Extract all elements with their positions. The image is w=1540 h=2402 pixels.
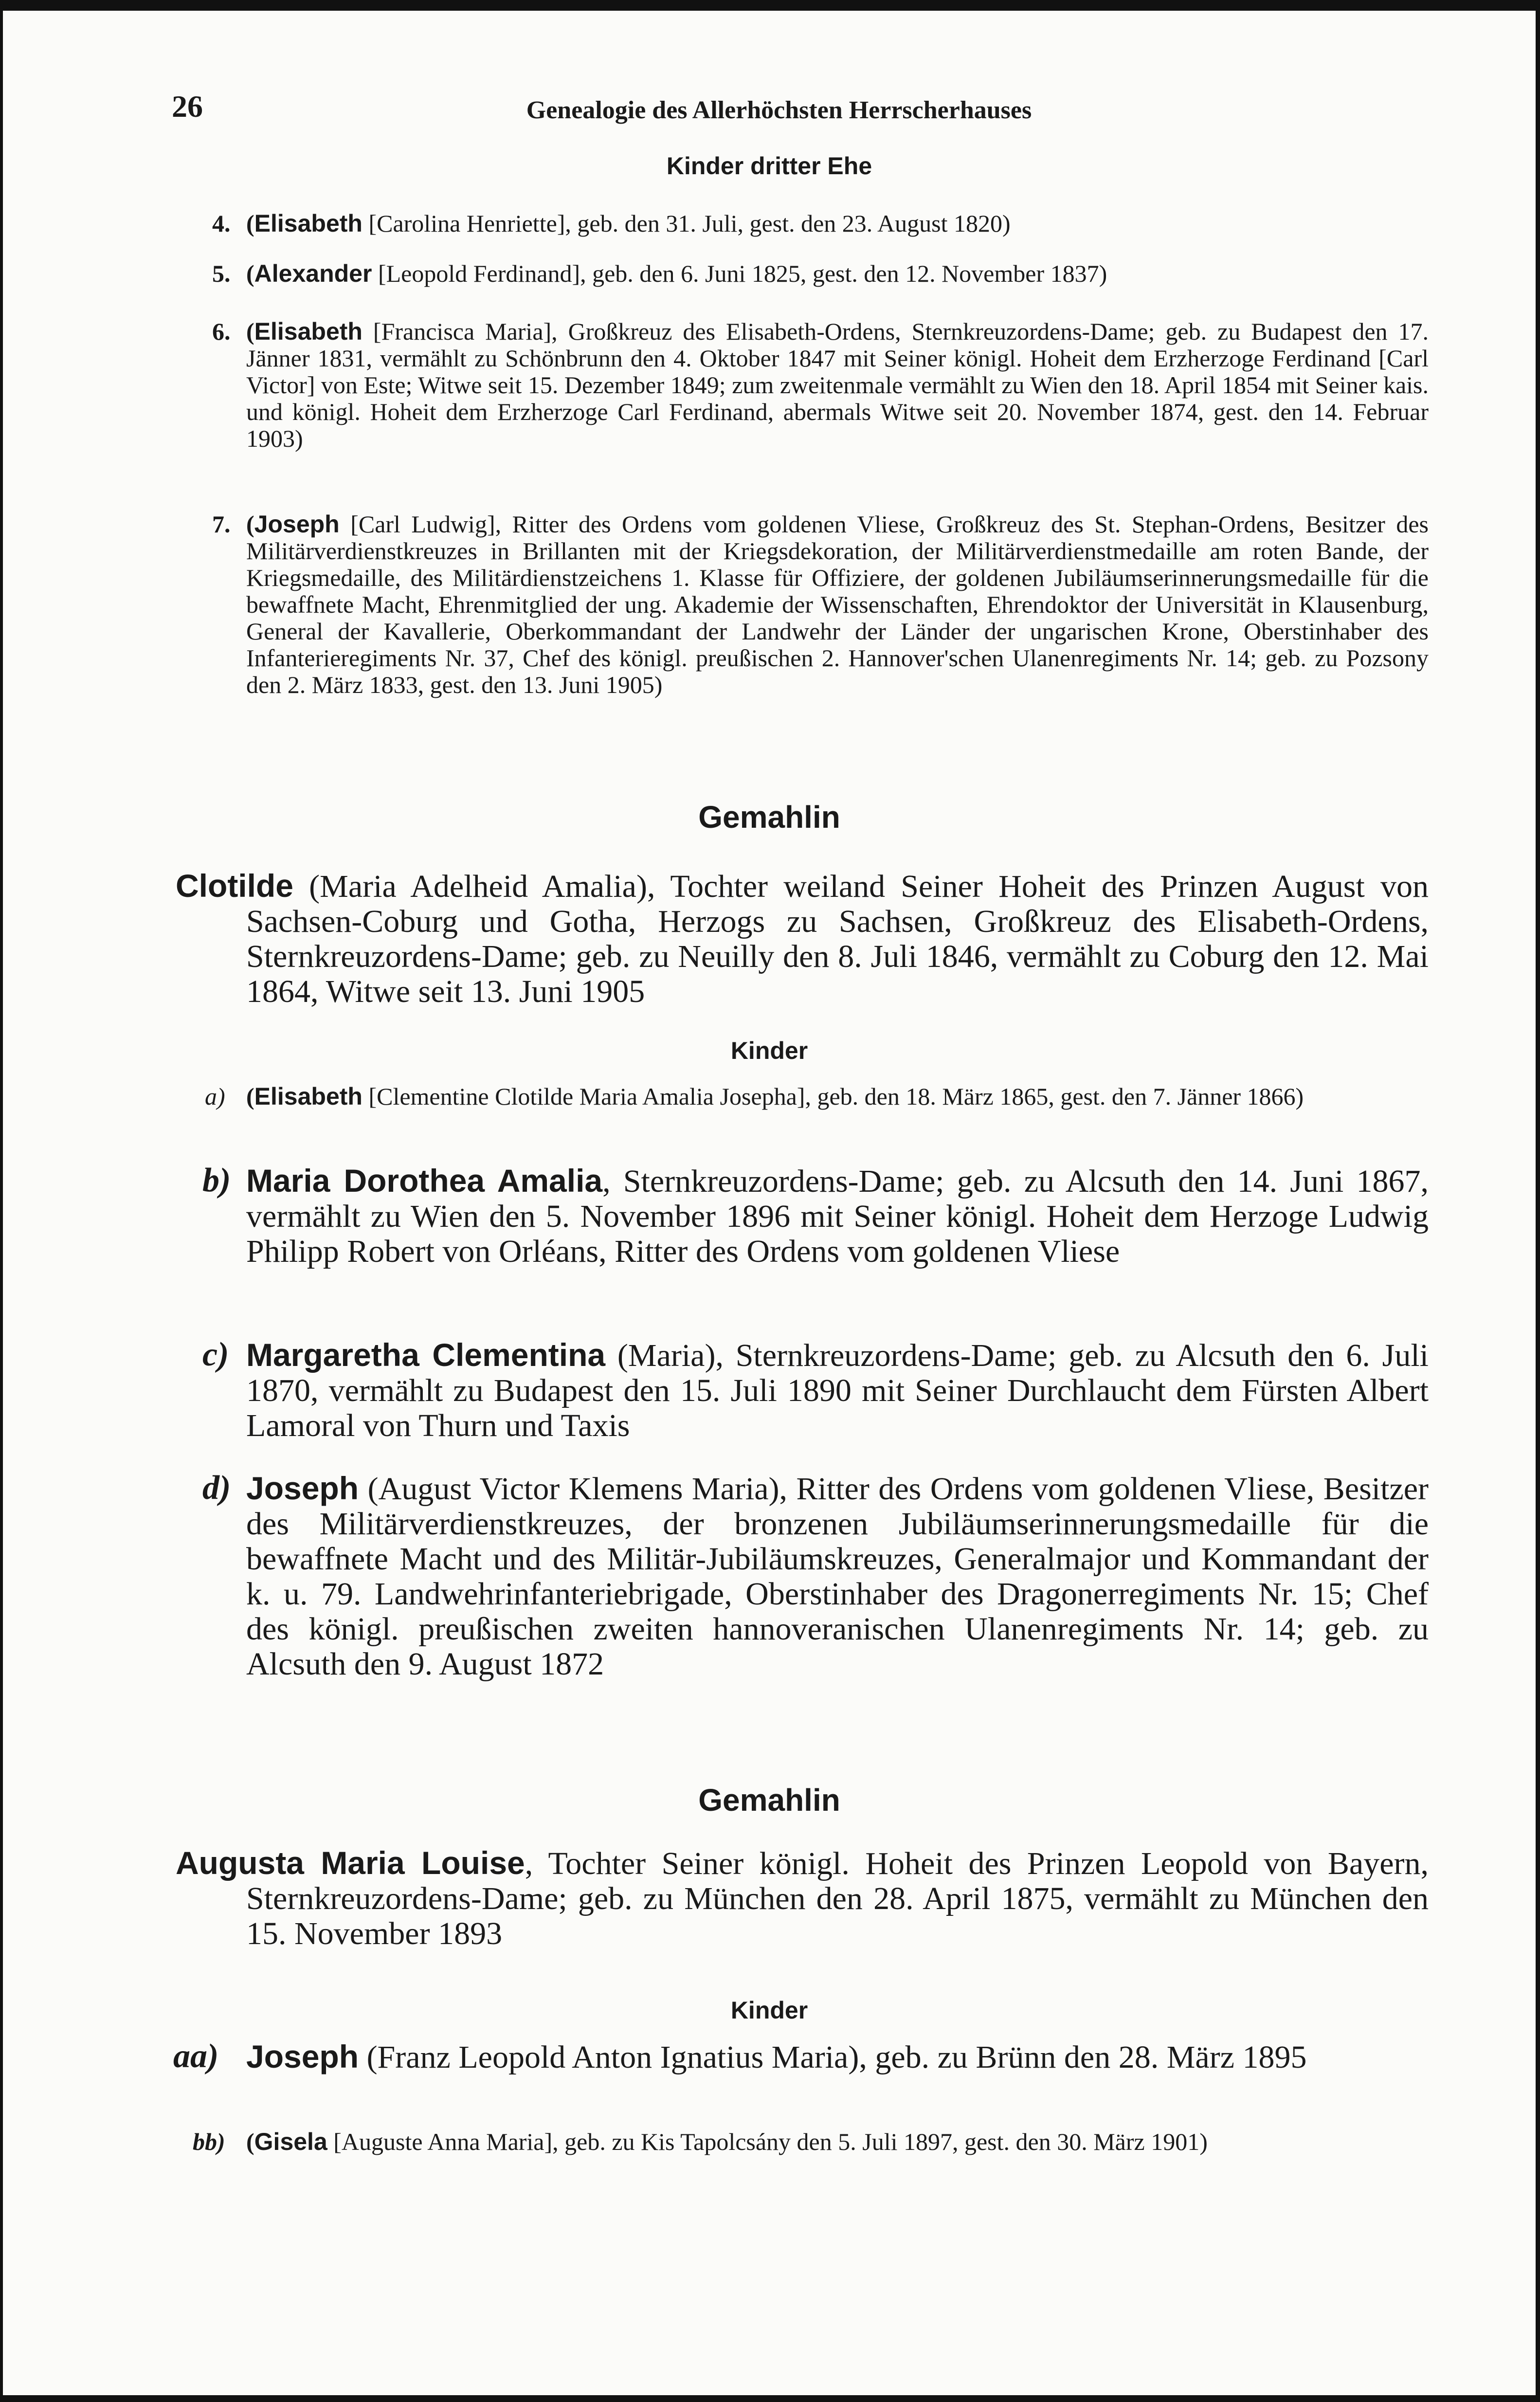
entry-text: [Leopold Ferdinand], geb. den 6. Juni 1825, gest. den 12. November 1837) (372, 260, 1107, 287)
person-name: Margaretha Clementina (246, 1337, 606, 1373)
person-name: Augusta Maria Louise (176, 1845, 525, 1881)
entry-6 (212, 318, 1429, 452)
child-aa (173, 2038, 1429, 2075)
entry-label: a) (205, 1083, 225, 1110)
entry-text: , Sternkreuzordens-Dame; geb. zu Alcsuth den 14. Juni 1867, vermählt zu Wien den 5. November 1896 mit Seiner königl. Hoheit dem Herzoge Ludwig Philipp Robert von Orléans, Ritter des Ordens vom goldenen Vliese (246, 1164, 1429, 1269)
person-name: Elisabeth (254, 318, 362, 345)
spouse-augusta (176, 1845, 1429, 1951)
heading-gemahlin-1: Gemahlin (698, 800, 840, 835)
entry-body: (Elisabeth [Clementine Clotilde Maria Amalia Josepha], geb. den 18. März 1865, gest. den 7. Jänner 1866) (246, 1083, 1304, 1110)
entry-label: aa) (173, 2038, 219, 2075)
entry-label: 7. (212, 510, 231, 538)
entry-body: (Gisela [Auguste Anna Maria], geb. zu Kis Tapolcsány den 5. Juli 1897, gest. den 30. März 1901) (246, 2128, 1208, 2155)
entry-label: bb) (193, 2128, 225, 2155)
running-title: Genealogie des Allerhöchsten Herrscherhauses (526, 96, 1032, 124)
child-bb (193, 2128, 1429, 2155)
entry-text: (Franz Leopold Anton Ignatius Maria), geb. zu Brünn den 28. März 1895 (359, 2039, 1307, 2075)
spouse-clotilde (176, 868, 1429, 1009)
child-a (205, 1083, 1429, 1110)
entry-text: [Francisca Maria], Großkreuz des Elisabeth-Ordens, Sternkreuzordens-Dame; geb. zu Budapest den 17. Jänner 1831, vermählt zu Schönbrunn den 4. Oktober 1847 mit Seiner königl. Hoheit dem Erzherzoge Ferdinand [Carl Victor] von Este; Witwe seit 15. Dezember 1849; zum zweitenmale vermählt zu Wien den 18. April 1854 mit Seiner kais. und königl. Hoheit dem Erzherzoge Carl Ferdinand, abermals Witwe seit 20. November 1874, gest. den 14. Februar 1903) (246, 318, 1429, 452)
entry-body (176, 868, 1429, 1009)
entry-body (246, 1471, 1429, 1682)
entry-text: [Clementine Clotilde Maria Amalia Josepha], geb. den 18. März 1865, gest. den 7. Jänner 1866) (362, 1083, 1304, 1110)
person-name: Gisela (254, 2128, 327, 2155)
person-name: Elisabeth (254, 210, 362, 237)
entry-text: , Tochter Seiner königl. Hoheit des Prinzen Leopold von Bayern, Sternkreuzordens-Dame; geb. zu München den 28. April 1875, vermählt zu München den 15. November 1893 (246, 1846, 1429, 1951)
entry-body: (Elisabeth [Carolina Henriette], geb. den 31. Juli, gest. den 23. August 1820) (246, 210, 1011, 237)
person-name: Clotilde (176, 868, 293, 904)
person-name: Joseph (246, 1470, 359, 1506)
entry-body: (Joseph [Carl Ludwig], Ritter des Ordens vom goldenen Vliese, Großkreuz des St. Stephan-Ordens, Besitzer des Militärverdienstkreuzes in Brillanten mit der Kriegsdekoration, der Militärverdienstmedaille am roten Bande, der Kriegsmedaille, des Militärdienstzeichens 1. Klasse für Offiziere, der goldenen Jubiläumserinnerungsmedaille für die bewaffnete Macht, Ehrenmitglied der ung. Akademie der Wissenschaften, Ehrendoktor der Universität in Klausenburg, General der Kavallerie, Oberkommandant der Landwehr der Länder der ungarischen Krone, Oberstinhaber des Infanterieregiments Nr. 37, Chef des königl. preußischen 2. Hannover'schen Ulanenregiments Nr. 14; geb. zu Pozsony den 2. März 1833, gest. den 13. Juni 1905) (246, 510, 1429, 698)
heading-kinder-2: Kinder (730, 1997, 808, 2024)
heading-kinder-dritter-ehe: Kinder dritter Ehe (666, 152, 872, 180)
entry-text: (August Victor Klemens Maria), Ritter des Ordens vom goldenen Vliese, Besitzer des Militärverdienstkreuzes, der bronzenen Jubiläumserinnerungsmedaille für die bewaffnete Macht und des Militär-Jubiläumskreuzes, Generalmajor und Kommandant der k. u. 79. Landwehrinfanteriebrigade, Oberstinhaber des Dragonerregiments Nr. 15; Chef des königl. preußischen zweiten hannoveranischen Ulanenregiments Nr. 14; geb. zu Alcsuth den 9. August 1872 (246, 1471, 1429, 1682)
entry-label: b) (202, 1162, 231, 1199)
entry-text: (Maria Adelheid Amalia), Tochter weiland Seiner Hoheit des Prinzen August von Sachsen-Coburg und Gotha, Herzogs zu Sachsen, Großkreuz des Elisabeth-Ordens, Sternkreuzordens-Dame; geb. zu Neuilly den 8. Juli 1846, vermählt zu Coburg den 12. Mai 1864, Witwe seit 13. Juni 1905 (246, 869, 1429, 1009)
person-name: Joseph (254, 510, 340, 538)
entry-label: 4. (212, 210, 231, 237)
entry-body: (Elisabeth [Francisca Maria], Großkreuz des Elisabeth-Ordens, Sternkreuzordens-Dame; geb. zu Budapest den 17. Jänner 1831, vermählt zu Schönbrunn den 4. Oktober 1847 mit Seiner königl. Hoheit dem Erzherzoge Ferdinand [Carl Victor] von Este; Witwe seit 15. Dezember 1849; zum zweitenmale vermählt zu Wien den 18. April 1854 mit Seiner kais. und königl. Hoheit dem Erzherzoge Carl Ferdinand, abermals Witwe seit 20. November 1874, gest. den 14. Februar 1903) (246, 318, 1429, 452)
person-name: Alexander (254, 260, 372, 287)
entry-text: [Carolina Henriette], geb. den 31. Juli, gest. den 23. August 1820) (362, 210, 1011, 237)
child-b (202, 1162, 1429, 1269)
entry-body (246, 2039, 1429, 2075)
entry-4 (212, 210, 1429, 237)
document-page (3, 11, 1536, 2395)
entry-7 (212, 510, 1429, 698)
entry-label: 5. (212, 260, 231, 287)
heading-gemahlin-2: Gemahlin (698, 1783, 840, 1818)
entry-body (176, 1845, 1429, 1951)
child-c (202, 1336, 1429, 1443)
person-name: Joseph (246, 2038, 359, 2074)
entry-body: (Alexander [Leopold Ferdinand], geb. den 6. Juni 1825, gest. den 12. November 1837) (246, 260, 1107, 287)
entry-text: [Auguste Anna Maria], geb. zu Kis Tapolcsány den 5. Juli 1897, gest. den 30. März 1901) (327, 2128, 1208, 2155)
child-d (202, 1469, 1429, 1682)
page-number: 26 (172, 89, 203, 124)
entry-text: [Carl Ludwig], Ritter des Ordens vom goldenen Vliese, Großkreuz des St. Stephan-Ordens, Besitzer des Militärverdienstkreuzes in Brillanten mit der Kriegsdekoration, der Militärverdienstmedaille am roten Bande, der Kriegsmedaille, des Militärdienstzeichens 1. Klasse für Offiziere, der goldenen Jubiläumserinnerungsmedaille für die bewaffnete Macht, Ehrenmitglied der ung. Akademie der Wissenschaften, Ehrendoktor der Universität in Klausenburg, General der Kavallerie, Oberkommandant der Landwehr der Länder der ungarischen Krone, Oberstinhaber des Infanterieregiments Nr. 37, Chef des königl. preußischen 2. Hannover'schen Ulanenregiments Nr. 14; geb. zu Pozsony den 2. März 1833, gest. den 13. Juni 1905) (246, 510, 1429, 698)
heading-kinder-1: Kinder (730, 1037, 808, 1064)
entry-5 (212, 260, 1429, 287)
person-name: Elisabeth (254, 1083, 362, 1110)
entry-label: d) (202, 1469, 231, 1507)
entry-body (246, 1337, 1429, 1443)
entry-body (246, 1163, 1429, 1269)
entry-label: 6. (212, 318, 231, 345)
entry-label: c) (202, 1336, 229, 1373)
entry-text: (Maria), Sternkreuzordens-Dame; geb. zu Alcsuth den 6. Juli 1870, vermählt zu Budapest den 15. Juli 1890 mit Seiner Durchlaucht dem Fürsten Albert Lamoral von Thurn und Taxis (246, 1338, 1429, 1443)
person-name: Maria Dorothea Amalia (246, 1163, 603, 1199)
